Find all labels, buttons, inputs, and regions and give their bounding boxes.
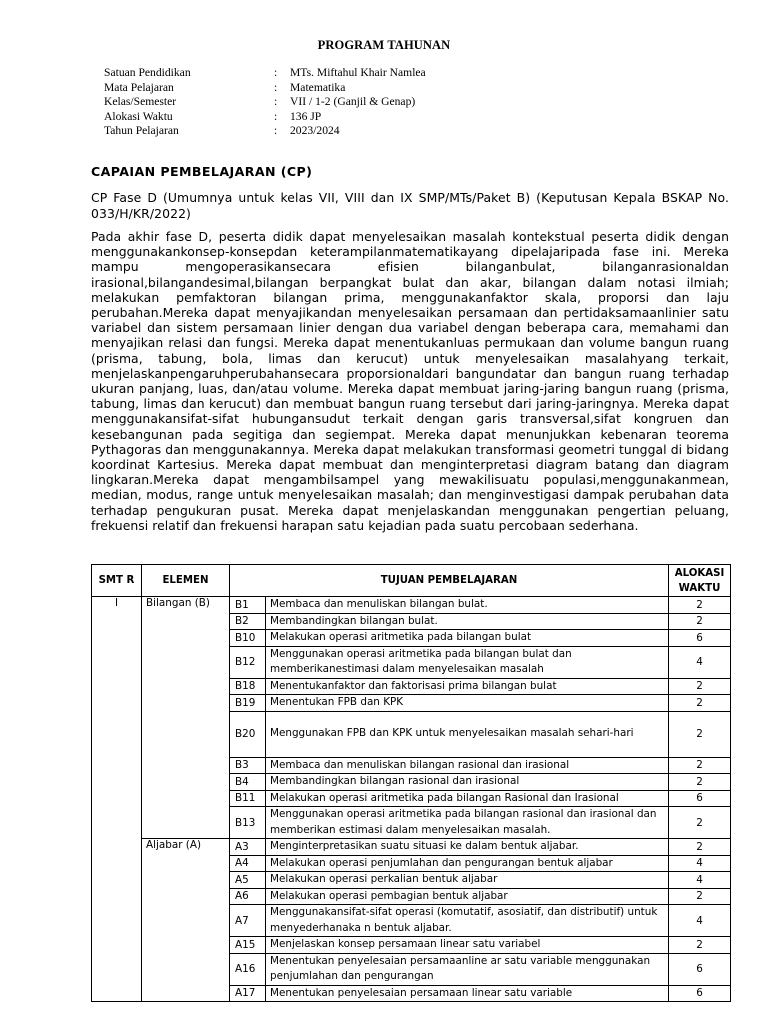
objective-code: A5 (230, 872, 266, 889)
elemen-cell: Bilangan (B) (142, 597, 230, 839)
objective-text: Menentukanfaktor dan faktorisasi prima bilangan bulat (266, 678, 669, 695)
objective-text: Menentukan penyelesaian persamaan linear satu variable (266, 985, 669, 1002)
objective-code: B1 (230, 597, 266, 614)
objective-code: B11 (230, 790, 266, 807)
objective-text: Melakukan operasi aritmetika pada bilangan Rasional dan Irasional (266, 790, 669, 807)
allocation-value: 2 (669, 807, 731, 839)
table-row (92, 839, 731, 856)
allocation-value: 2 (669, 597, 731, 614)
info-value: VII / 1-2 (Ganjil & Genap) (290, 95, 416, 109)
info-label: Mata Pelajaran (104, 80, 174, 94)
objective-text: Menggunakan FPB dan KPK untuk menyelesaikan masalah sehari-hari (266, 711, 669, 757)
objective-text: Membaca dan menuliskan bilangan rasional dan irasional (266, 757, 669, 774)
objective-text: Membandingkan bilangan bulat. (266, 613, 669, 630)
objective-text: Melakukan operasi pembagian bentuk aljabar (266, 888, 669, 905)
cp-paragraph: Pada akhir fase D, peserta didik dapat menyelesaikan masalah kontekstual peserta didik dengan menggunakankonsep-konsepdan keterampilanmatematikayang dipelajaripada fase ini. Mereka mampu mengoperasikansecara efisien bilanganbulat, bilanganrasionaldan irasional,bilangandesimal,bilangan berpangkat bulat dan akar, bilangan dalam notasi ilmiah; melakukan pemfaktoran bilangan prima, menggunakanfaktor skala, proporsi dan laju perubahan.Mereka dapat menyajikandan menyelesaikan persamaan dan pertidaksamaanlinier satu variabel dan sistem persamaan linier dengan dua variabel dengan beberapa cara, memahami dan menyajikan relasi dan fungsi. Mereka dapat menentukanluas permukaan dan volume bangun ruang (prisma, tabung, bola, limas dan kerucut) untuk menyelesaikan masalahyang terkait, menjelaskanpengaruhperubahansecara proporsionaldari bangundatar dan bangun ruang terhadap ukuran panjang, luas, dan/atau volume. Mereka dapat membuat jaring-jaring bangun ruang (prisma, tabung, limas dan kerucut) dan membuat bangun ruang tersebut dari jaring-jaringnya. Mereka dapat menggunakansifat-sifat hubungansudut terkait dengan garis transversal,sifat kongruen dan kesebangunan pada segitiga dan segiempat. Mereka dapat menunjukkan kebenaran teorema Pythagoras dan menggunakannya. Mereka dapat melakukan transformasi geometri tunggal di bidang koordinat Kartesius. Mereka dapat membuat dan menginterpretasi diagram batang dan diagram lingkaran.Mereka dapat mengambilsampel yang mewakilisuatu populasi,menggunakanmean, median, modus, range untuk menyelesaikan masalah; dan menginvestigasi dampak perubahan data terhadap pengukuran pusat. Mereka dapat menjelaskandan menggunakan pengertian peluang, frekuensi relatif dan frekuensi harapan satu kejadian pada suatu percobaan sederhana. (91, 229, 729, 533)
info-colon: : (274, 109, 278, 123)
objective-text: Membaca dan menuliskan bilangan bulat. (266, 597, 669, 614)
info-colon: : (274, 95, 278, 109)
allocation-value: 2 (669, 839, 731, 856)
allocation-value: 4 (669, 905, 731, 937)
objective-code: A4 (230, 855, 266, 872)
semester-cell: I (92, 597, 142, 1002)
objective-text: Membandingkan bilangan rasional dan irasional (266, 774, 669, 791)
allocation-value: 6 (669, 790, 731, 807)
allocation-value: 6 (669, 630, 731, 647)
objective-code: A7 (230, 905, 266, 937)
objective-text: Melakukan operasi perkalian bentuk aljabar (266, 872, 669, 889)
objective-text: Menginterpretasikan suatu situasi ke dalam bentuk aljabar. (266, 839, 669, 856)
allocation-value: 2 (669, 937, 731, 954)
cp-subtitle: CP Fase D (Umumnya untuk kelas VII, VIII dan IX SMP/MTs/Paket B) (Keputusan Kepala BSKAP No. 033/H/KR/2022) (91, 190, 729, 221)
section-heading: CAPAIAN PEMBELAJARAN (CP) (91, 164, 313, 179)
info-value: Matematika (290, 80, 346, 94)
header-tujuan: TUJUAN PEMBELAJARAN (230, 565, 669, 597)
table-header-row (92, 565, 731, 597)
allocation-value: 4 (669, 646, 731, 678)
table-row (92, 597, 731, 614)
allocation-value: 2 (669, 695, 731, 712)
objective-code: A3 (230, 839, 266, 856)
objective-code: A16 (230, 953, 266, 985)
info-colon: : (274, 80, 278, 94)
objective-text: Menggunakansifat-sifat operasi (komutatif, asosiatif, dan distributif) untuk menyederhanaka n bentuk aljabar. (266, 905, 669, 937)
info-value: 2023/2024 (290, 124, 340, 138)
allocation-value: 6 (669, 985, 731, 1002)
allocation-value: 2 (669, 888, 731, 905)
allocation-value: 2 (669, 678, 731, 695)
allocation-value: 4 (669, 872, 731, 889)
objective-code: B4 (230, 774, 266, 791)
info-value: 136 JP (290, 109, 322, 123)
objective-code: B18 (230, 678, 266, 695)
document-title: PROGRAM TAHUNAN (317, 38, 451, 52)
allocation-value: 2 (669, 613, 731, 630)
objective-text: Melakukan operasi aritmetika pada bilangan bulat (266, 630, 669, 647)
objective-code: A6 (230, 888, 266, 905)
objective-text: Menentukan penyelesaian persamaanline ar satu variable menggunakan penjumlahan dan pengurangan (266, 953, 669, 985)
info-label: Satuan Pendidikan (104, 66, 191, 79)
objective-code: A15 (230, 937, 266, 954)
objective-text: Menjelaskan konsep persamaan linear satu variabel (266, 937, 669, 954)
info-colon: : (274, 124, 278, 138)
objective-text: Menggunakan operasi aritmetika pada bilangan bulat dan memberikanestimasi dalam menyelesaikan masalah (266, 646, 669, 678)
info-value: MTs. Miftahul Khair Namlea (290, 66, 426, 79)
objective-code: B10 (230, 630, 266, 647)
allocation-value: 4 (669, 855, 731, 872)
info-label: Tahun Pelajaran (104, 124, 179, 138)
objective-text: Menentukan FPB dan KPK (266, 695, 669, 712)
allocation-value: 2 (669, 711, 731, 757)
allocation-value: 6 (669, 953, 731, 985)
header-elemen: ELEMEN (142, 565, 230, 597)
learning-objectives-table (91, 564, 731, 1002)
objective-code: B12 (230, 646, 266, 678)
info-label: Kelas/Semester (104, 95, 177, 109)
header-alokasi: ALOKASI WAKTU (669, 565, 731, 597)
objective-code: B2 (230, 613, 266, 630)
objective-code: B20 (230, 711, 266, 757)
header-smtr: SMT R (92, 565, 142, 597)
objective-code: B13 (230, 807, 266, 839)
objective-code: B3 (230, 757, 266, 774)
objective-text: Melakukan operasi penjumlahan dan pengurangan bentuk aljabar (266, 855, 669, 872)
objective-text: Menggunakan operasi aritmetika pada bilangan rasional dan irasional dan memberikan estimasi dalam menyelesaikan masalah. (266, 807, 669, 839)
info-label: Alokasi Waktu (104, 109, 173, 123)
objective-code: B19 (230, 695, 266, 712)
objective-code: A17 (230, 985, 266, 1002)
allocation-value: 2 (669, 774, 731, 791)
elemen-cell: Aljabar (A) (142, 839, 230, 1002)
info-colon: : (274, 66, 278, 79)
allocation-value: 2 (669, 757, 731, 774)
